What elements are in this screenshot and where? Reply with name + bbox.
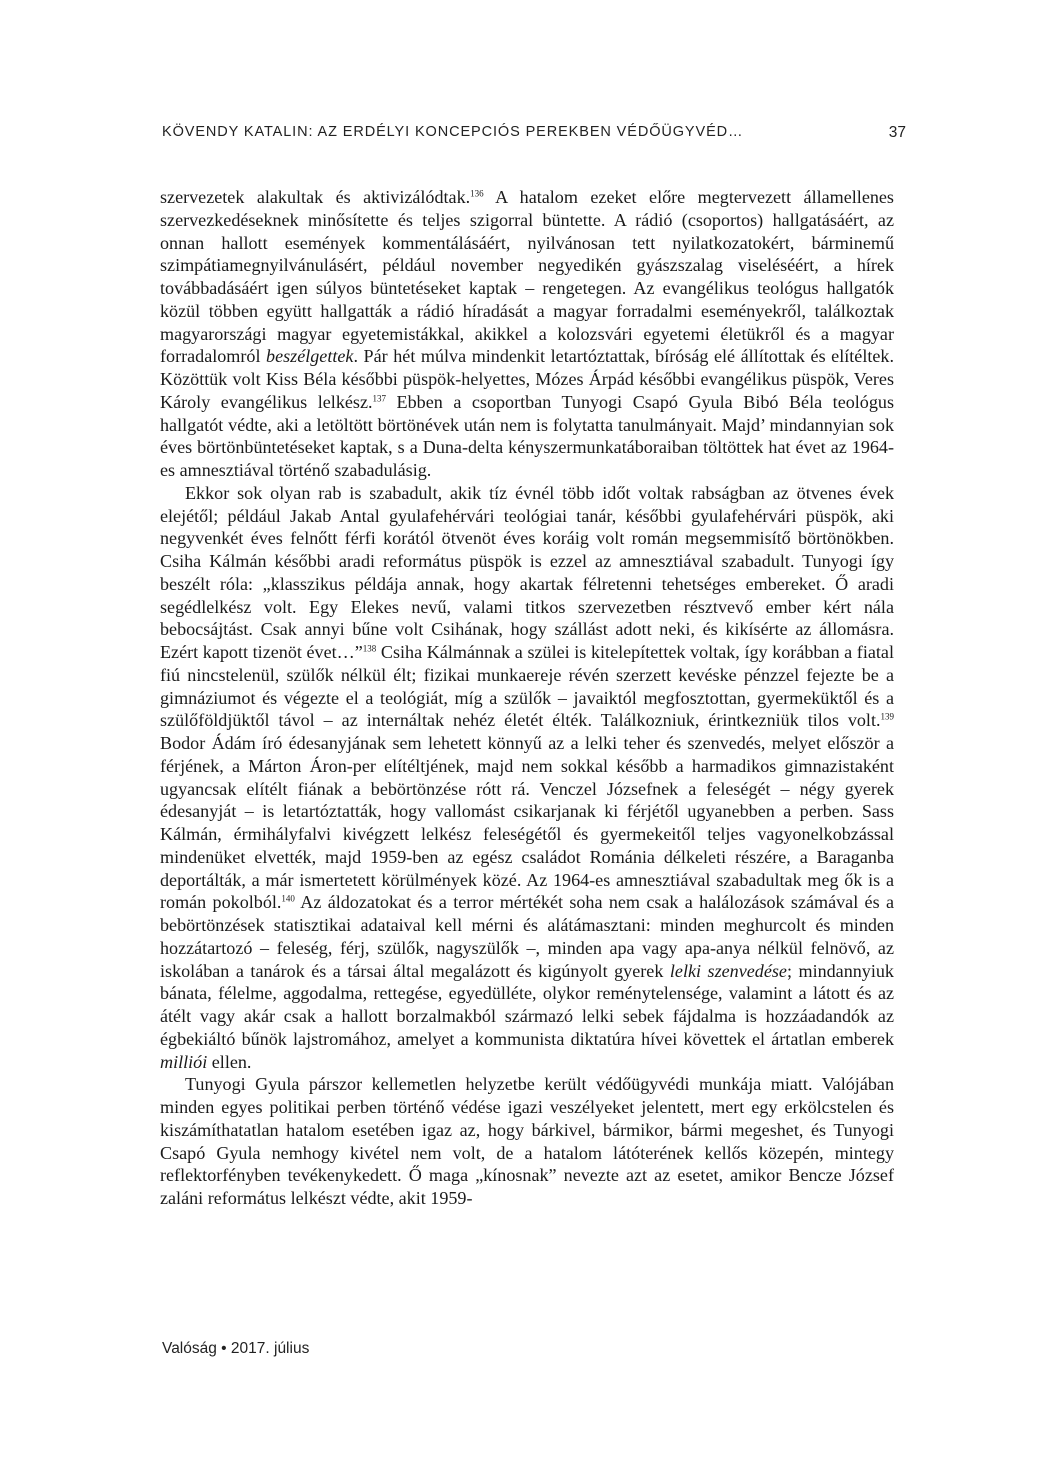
paragraph bbox=[160, 186, 894, 482]
text-run: Az áldozatokat és a terror mértékét soha nem csak a halálozások számával és a bebörtönzések statisztikai adataival kell mérni és alátámasztani: minden meghurcolt és minden hozzátartozó – feleség, férj, szülők, nagyszülők –, minden apa vagy apa-anya nélkül felnövő, az iskolában a tanárok és a társai által megalázott és kigúnyolt gyerek bbox=[160, 892, 894, 981]
footnote-marker: 136 bbox=[470, 188, 484, 199]
text-run: ; mindannyiuk bánata, félelme, aggodalma, rettegése, egyedülléte, olykor reménytelensége, valamint a látott és az átélt vagy akár csak a hallott borzalmakból származó lelki sebek fájdalma is hozzáadandók az égbekiáltó bűnök lajstromához, amelyet a kommunista diktatúra hívei követtek el ártatlan emberek bbox=[160, 960, 894, 1049]
page-number: 37 bbox=[888, 124, 906, 141]
paragraph bbox=[160, 482, 894, 1074]
text-run: Tunyogi Gyula párszor kellemetlen helyzetbe került védőügyvédi munkája miatt. Valójában minden egyes politikai perben történő védése igazi veszélyeket jelentett, mert egy erkölcstelen és kiszámíthatatlan hatalom esetében igaz az, hogy bárkivel, bármikor, bármi megeshet, és Tunyogi Csapó Gyula nemhogy kivétel nem volt, de a hatalom látóterének kellős közepén, mintegy reflektorfényben tevékenykedett. Ő maga „kínosnak” nevezte azt az esetet, amikor Bencze József zaláni református lelkészt védte, akit 1959- bbox=[160, 1074, 894, 1208]
paragraph bbox=[160, 1073, 894, 1210]
text-run: Bodor Ádám író édesanyjának sem lehetett könnyű az a lelki teher és szenvedés, melyet először a férjének, a Márton Áron-per elítéltjének, majd nem sokkal később a harmadikos gimnazistaként ugyancsak elítélt fiának a bebörtönzése rótt rá. Venczel Józsefnek a feleségét – négy gyerek édesanyját – is letartóztatták, hogy vallomást csikarjanak ki férjétől ugyanebben a perben. Sass Kálmán, érmihályfalvi kivégzett lelkész feleségétől és gyermekeitől teljes vagyonelkobzással mindenüket elvették, majd 1959-ben az egész családot Románia délkeleti részére, a Baraganba deportálták, a már ismertetett körülmények közé. Az 1964-es amnesztiával szabadultak meg ők is a román pokolból. bbox=[160, 733, 894, 913]
text-run: . Pár hét múlva mindenkit letartóztattak, bíróság elé állítottak és elítéltek. Közöttük volt Kiss Béla későbbi püspök-helyettes, Mózes Árpád későbbi evangélikus püspök, Veres Károly evangélikus lelkész. bbox=[160, 346, 894, 412]
page-footer: Valóság • 2017. július bbox=[162, 1340, 310, 1357]
emphasized-text: milliói bbox=[160, 1051, 208, 1072]
text-run: szervezetek alakultak és aktivizálódtak. bbox=[160, 187, 471, 207]
footnote-marker: 137 bbox=[372, 393, 387, 403]
text-run: Ekkor sok olyan rab is szabadult, akik tíz évnél több időt voltak rabságban az ötvenes évek elejétől; például Jakab Antal gyulafehérvári teológiai tanár, későbbi gyulafehérvári püspök, aki negyvenkét éves felnőtt férfi korától ötvenöt éves koráig volt román megsemmisítő börtönökben. Csiha Kálmán későbbi aradi református püspök is ezzel az amnesztiával szabadult. Tunyogi így beszélt róla: „klasszikus példája annak, hogy akartak félretenni tehetséges embereket. Ő aradi segédlelkész volt. Egy Elekes nevű, valami titkos szervezetben résztvevő ember kért nála bebocsájtást. Csak annyi bűne volt Csihának, hogy szállást adott neki, és kikísérte az állomásra. Ezért kapott tizenöt évet…” bbox=[160, 482, 894, 662]
running-title: KÖVENDY KATALIN: AZ ERDÉLYI KONCEPCIÓS PEREKBEN VÉDŐÜGYVÉD… bbox=[162, 124, 744, 140]
emphasized-text: beszélgettek bbox=[266, 346, 354, 367]
footnote-marker: 139 bbox=[880, 711, 894, 722]
text-run: A hatalom ezeket előre megtervezett államellenes szervezkedéseknek minősítette és teljes szigorral büntette. A rádió (csoportos) hallgatásáért, az onnan hallott események kommentálásáért, nyilvánosan tett nyilatkozatokért, bárminemű szimpátiamegnyilvánulásért, például november negyedikén gyászszalag viseléséért, a hírek továbbadásáért igen súlyos büntetéseket kaptak – rengetegen. Az evangélikus teológus hallgatók közül többen együtt hallgatták a rádió híradását a magyar forradalmi eseményekről, találkoztak magyarországi magyar egyetemistákkal, akikkel a kolozsvári egyetemi életükről és a magyar forradalomról bbox=[160, 187, 894, 367]
body-text bbox=[160, 186, 894, 1210]
text-run: Csiha Kálmánnak a szülei is kitelepítettek voltak, így korábban a fiatal fiú nincstelenül, szülők nélkül élt; fizikai munkaereje révén szerzett kevéske pénzzel fejezte be a gimnáziumot és végezte el a teológiát, míg a szülők – javaiktól megfosztottan, gyermeküktől és a szülőföldjüktől távol – az internáltak nehéz életét élték. Találkozniuk, érintkezniük tilos volt. bbox=[160, 642, 894, 731]
footnote-marker: 138 bbox=[362, 643, 377, 654]
text-run: Ebben a csoportban Tunyogi Csapó Gyula Bibó Béla teológus hallgatót védte, aki a letöltött börtönévek után nem is folytatta tanulmányait. Majd’ mindannyian sok éves börtönbüntetéseket kaptak, s a Duna-delta kényszermunkatáboraiban töltöttek hat évet az 1964-es amnesztiával történő szabadulásig. bbox=[160, 391, 894, 480]
text-run: ellen. bbox=[207, 1051, 252, 1072]
emphasized-text: lelki szenvedése bbox=[669, 960, 787, 981]
footnote-marker: 140 bbox=[281, 893, 295, 904]
